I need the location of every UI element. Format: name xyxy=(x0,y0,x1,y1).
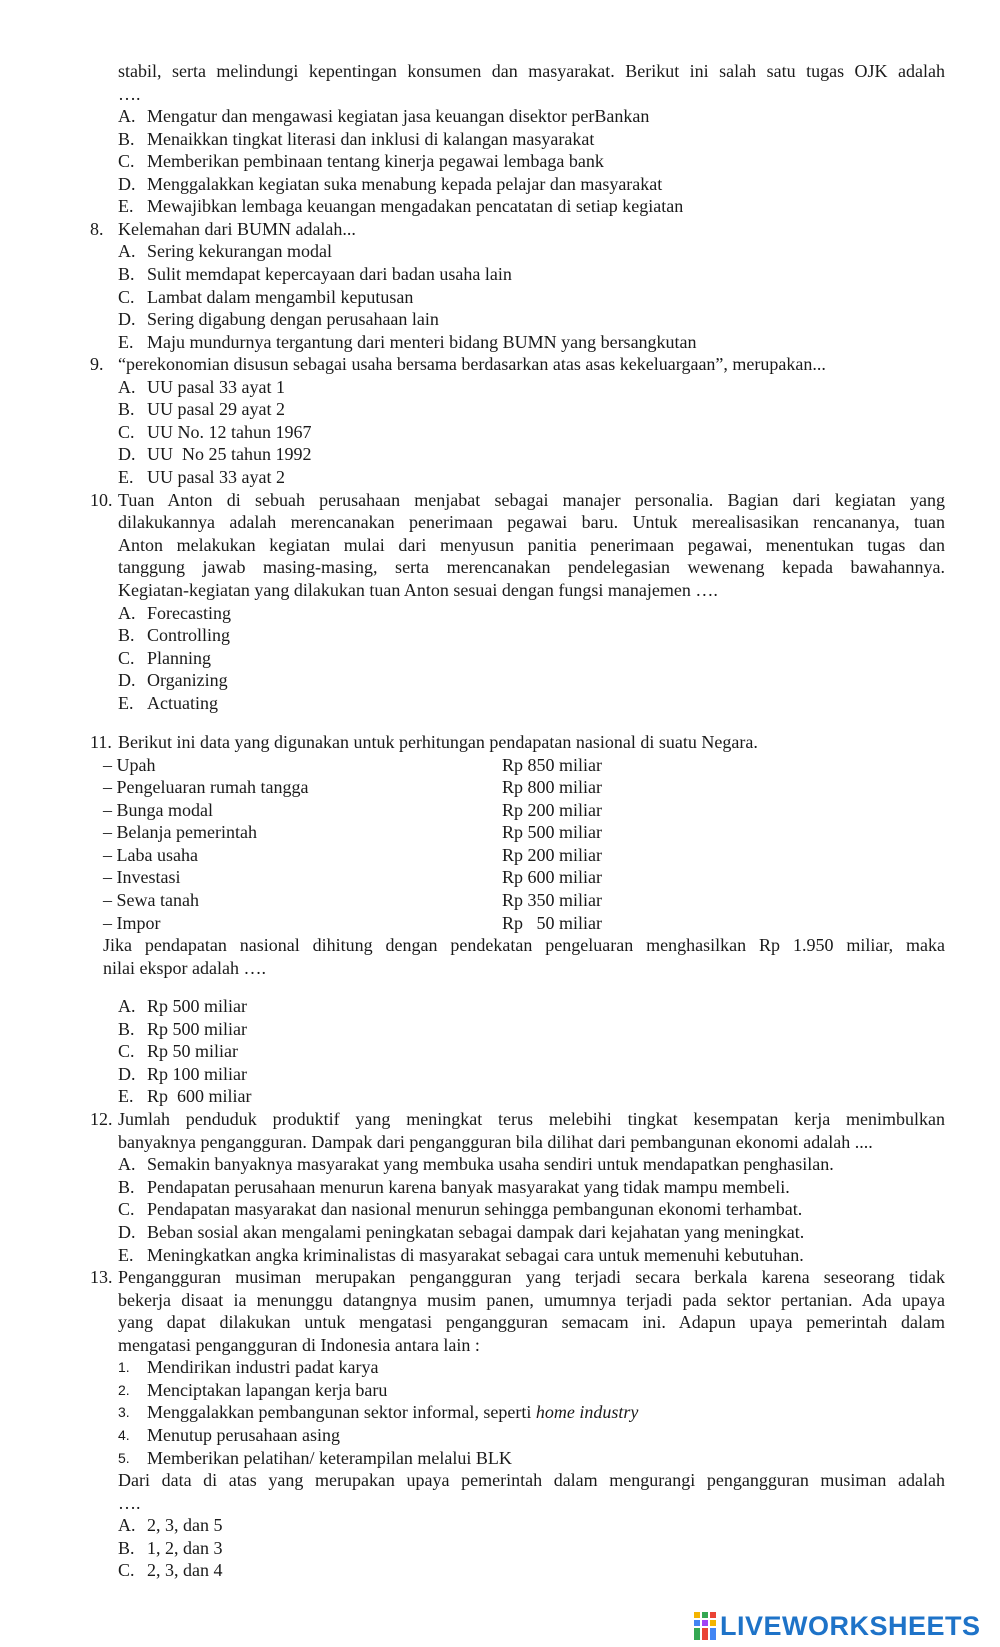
q10-text-line: Tuan Anton di sebuah perusahaan menjabat sebagai manajer personalia. Bagian dari kegiatan yang xyxy=(118,490,945,510)
q13-text-line: bekerja disaat ia menunggu datangnya musim panen, umumnya terjadi pada sektor pertanian. Ada upaya xyxy=(118,1290,945,1310)
q12-text-line: banyaknya pengangguran. Dampak dari pengangguran bila dilihat dari pembangunan ekonomi adalah .... xyxy=(118,1132,873,1152)
q13-followup: …. xyxy=(118,1493,141,1513)
q12-text-line: Jumlah penduduk produktif yang meningkat terus melebihi tingkat kesempatan kerja menimbulkan xyxy=(118,1109,945,1129)
liveworksheets-logo xyxy=(694,1610,981,1642)
q7-intro: stabil, serta melindungi kepentingan konsumen dan masyarakat. Berikut ini salah satu tugas OJK adalah xyxy=(118,61,945,81)
q10-text-line: Anton melakukan kegiatan mulai dari menyusun panitia penerimaan pegawai, menentukan tugas dan xyxy=(118,535,945,555)
q13-text-line: Pengangguran musiman merupakan pengangguran yang terjadi secara berkala karena seseorang tidak xyxy=(118,1267,945,1287)
q10-text-line: tanggung jawab masing-masing, serta merencanakan pendelegasian wewenang kepada bawahannya. xyxy=(118,557,945,577)
q11-followup: nilai ekspor adalah …. xyxy=(103,958,266,978)
worksheet-page: stabil, serta melindungi kepentingan konsumen dan masyarakat. Berikut ini salah satu tugas OJK adalah …. A. Mengatur dan mengawasi kegiatan jasa keuangan disektor perBankan B. Menaikkan tingkat literasi dan inklusi di kalangan masyarakat C. Memberikan pembinaan tentang kinerja pegawai lembaga bank D. Menggalakkan kegiatan suka menabung kepada pelajar dan masyarakat E. Mewajibkan lembaga keuangan mengadakan pencatatan di setiap kegiatan 8. Kelemahan dari BUMN adalah... A. Sering kekurangan modal B. Sulit memdapat kepercayaan dari badan usaha lain C. Lambat dalam mengambil keputusan D. Sering digabung dengan perusahaan lain E. Maju mundurnya tergantung dari menteri bidang BUMN yang bersangkutan 9. “perekonomian disusun sebagai usaha bersama berdasarkan atas asas kekeluargaan”, merupakan... A. UU pasal 33 ayat 1 B. UU pasal 29 ayat 2 C. UU No. 12 tahun 1967 D. UU No 25 tahun 1992 E. UU pasal 33 ayat 2 10. Tuan Anton di sebuah perusahaan menjabat sebagai manajer personalia. Bagian dari kegiatan yang dilakukannya adalah merencanakan penerimaan pegawai baru. Untuk merealisasikan rencananya, tuan Anton melakukan kegiatan mulai dari menyusun panitia penerimaan pegawai, menentukan tugas dan tanggung jawab masing-masing, serta merencanakan pendelegasian wewenang kepada bawahannya. Kegiatan-kegiatan yang dilakukan tuan Anton sesuai dengan fungsi manajemen …. A. Forecasting B. Controlling C. Planning D. Organizing E. Actuating 11. Berikut ini data yang digunakan untuk perhitungan pendapatan nasional di suatu Negara. – Upah Rp 850 miliar – Pengeluaran rumah tangga Rp 800 miliar – Bunga modal Rp 200 miliar – Belanja pemerintah Rp 500 miliar – Laba usaha Rp 200 miliar – Investasi Rp 600 miliar – Sewa tanah Rp 350 miliar – Impor Rp 50 miliar Jika pendapatan nasional dihitung dengan pendekatan pengeluaran menghasilkan Rp 1.950 miliar, maka nilai ekspor adalah …. A. Rp 500 miliar B. Rp 500 miliar C. Rp 50 miliar D. Rp 100 miliar E. Rp 600 miliar 12. Jumlah penduduk produktif yang meningkat terus melebihi tingkat kesempatan kerja menimbulkan banyaknya pengangguran. Dampak dari pengangguran bila dilihat dari pembangunan ekonomi adalah .... A. Semakin banyaknya masyarakat yang membuka usaha sendiri untuk mendapatkan penghasilan. B. Pendapatan perusahaan menurun karena banyak masyarakat yang tidak mampu membeli. C. Pendapatan masyarakat dan nasional menurun sehingga pembangunan ekonomi terhambat. D. Beban sosial akan mengalami peningkatan sebagai dampak dari kejahatan yang meningkat. E. Meningkatkan angka kriminalistas di masyarakat sebagai cara untuk memenuhi kebutuhan. 13. Pengangguran musiman merupakan pengangguran yang terjadi secara berkala karena seseorang tidak bekerja disaat ia menunggu datangnya musim panen, umumnya terjadi pada sektor pertanian. Ada upaya yang dapat dilakukan untuk mengatasi pengangguran semacam ini. Adapun upaya pemerintah dalam mengatasi pengangguran di Indonesia antara lain : 1. Mendirikan industri padat karya 2. Menciptakan lapangan kerja baru 3. Menggalakkan pembangunan sektor informal, seperti home industry 4. Menutup perusahaan asing 5. Memberikan pelatihan/ keterampilan melalui BLK Dari data di atas yang merupakan upaya pemerintah dalam mengurangi pengangguran musiman adalah …. A. 2, 3, dan 5 B. 1, 2, dan 3 C. 2, 3, dan 4 LIVEWORKSHEETS xyxy=(90,61,981,1641)
q10-text-line: Kegiatan-kegiatan yang dilakukan tuan Anton sesuai dengan fungsi manajemen …. xyxy=(118,580,718,600)
q10-text-line: dilakukannya adalah merencanakan penerimaan pegawai baru. Untuk merealisasikan rencananya, tuan xyxy=(118,512,945,532)
q13-text-line: mengatasi pengangguran di Indonesia antara lain : xyxy=(118,1335,480,1355)
q13-followup: Dari data di atas yang merupakan upaya pemerintah dalam mengurangi pengangguran musiman adalah xyxy=(118,1470,945,1490)
q13-text-line: yang dapat dilakukan untuk mengatasi pengangguran semacam ini. Adapun upaya pemerintah dalam xyxy=(118,1312,945,1332)
q11-followup: Jika pendapatan nasional dihitung dengan pendekatan pengeluaran menghasilkan Rp 1.950 miliar, maka xyxy=(103,935,945,955)
liveworksheets-logo-icon xyxy=(694,1612,716,1640)
liveworksheets-logo-text: LIVEWORKSHEETS xyxy=(720,1610,981,1641)
